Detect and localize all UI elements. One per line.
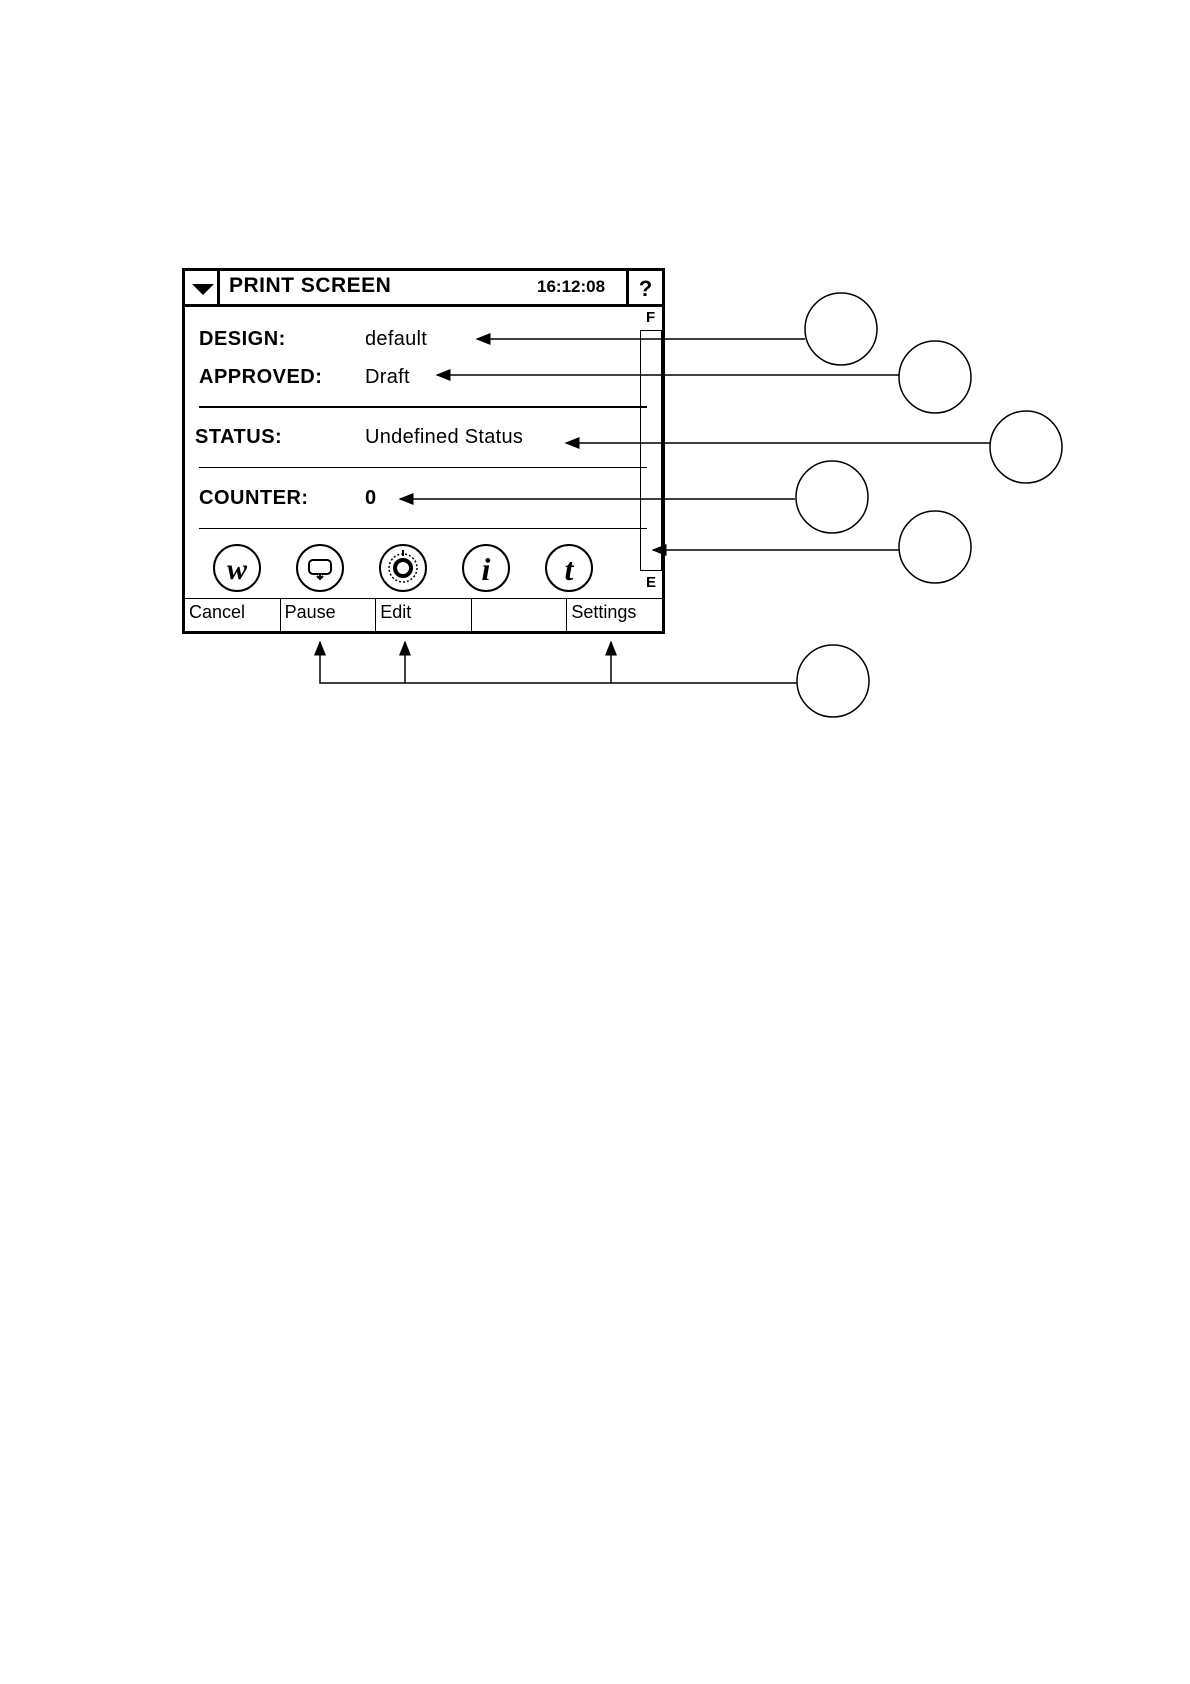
counter-label: COUNTER: <box>199 487 309 509</box>
callout-circle <box>899 511 971 583</box>
callout-circle <box>796 461 868 533</box>
design-value: default <box>365 328 428 350</box>
svg-text:w: w <box>226 553 248 586</box>
approved-label: APPROVED: <box>199 366 323 388</box>
callout-arrow <box>320 642 797 683</box>
cancel-softkey[interactable]: Cancel <box>185 599 281 631</box>
callout-circle <box>797 645 869 717</box>
status-value: Undefined Status <box>365 426 524 448</box>
svg-text:t: t <box>564 551 574 587</box>
svg-text:i: i <box>481 551 491 587</box>
gauge-empty-label: E <box>646 574 657 591</box>
design-label: DESIGN: <box>199 328 286 350</box>
approved-value: Draft <box>365 366 410 388</box>
counter-value: 0 <box>365 487 377 509</box>
callout-circle <box>805 293 877 365</box>
status-label: STATUS: <box>195 426 283 448</box>
gauge-full-label: F <box>646 309 656 326</box>
callout-circle <box>899 341 971 413</box>
settings-softkey[interactable]: Settings <box>571 602 637 622</box>
edit-softkey[interactable]: Edit <box>376 599 472 631</box>
screen-title: PRINT SCREEN <box>229 274 392 297</box>
help-button[interactable]: ? <box>626 271 662 304</box>
pause-softkey[interactable]: Pause <box>281 599 377 631</box>
clock-time: 16:12:08 <box>537 277 606 296</box>
callout-circle <box>990 411 1062 483</box>
